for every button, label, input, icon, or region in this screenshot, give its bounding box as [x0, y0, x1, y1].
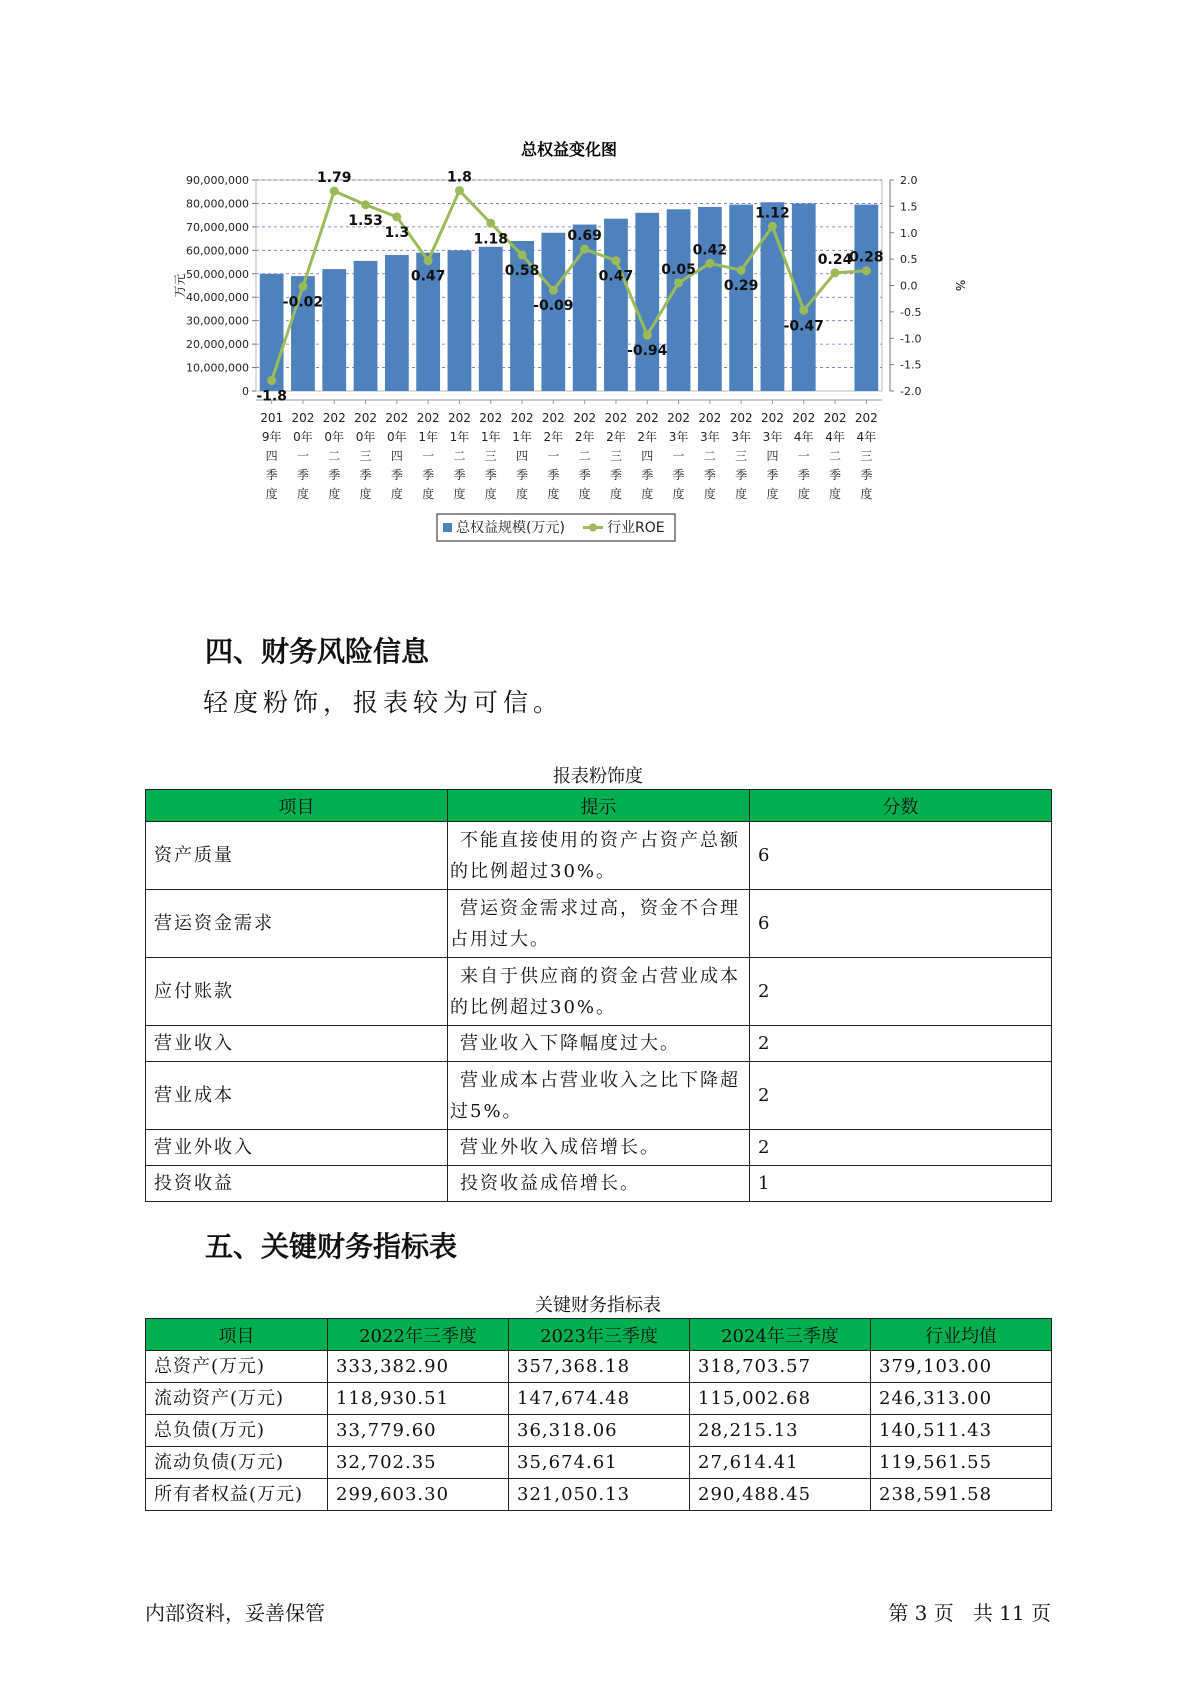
kpi-table-cell: 238,591.58 — [871, 1479, 1052, 1511]
kpi-table-cell: 总资产(万元) — [146, 1351, 328, 1383]
equity-bar — [635, 213, 659, 391]
kpi-table-cell: 318,703.57 — [690, 1351, 871, 1383]
roe-point — [799, 306, 808, 315]
roe-data-label: 0.47 — [598, 268, 634, 285]
equity-bar — [385, 255, 409, 391]
equity-bar — [479, 247, 503, 391]
fraud-table-header-cell: 分数 — [750, 790, 1052, 822]
roe-data-label: 1.79 — [316, 170, 352, 187]
roe-point — [705, 259, 714, 268]
x-tick-label: 202 3年一季度 — [667, 411, 691, 501]
fraud-table-cell: 来自于供应商的资金占营业成本的比例超过30%。 — [448, 958, 750, 1026]
table-row — [146, 822, 1052, 890]
kpi-table-header-cell: 2023年三季度 — [509, 1319, 690, 1351]
equity-bar — [291, 276, 315, 391]
kpi-table-cell: 36,318.06 — [509, 1415, 690, 1447]
table-row — [146, 1383, 1052, 1415]
roe-point — [768, 222, 777, 231]
right-tick-label: 0.0 — [900, 279, 918, 293]
table-row — [146, 1130, 1052, 1166]
roe-data-label: -1.8 — [256, 388, 287, 405]
kpi-section-title: 五、关键财务指标表 — [205, 1230, 458, 1263]
roe-point — [611, 256, 620, 265]
roe-data-label: 1.53 — [348, 212, 383, 229]
roe-point — [298, 282, 307, 291]
fraud-table-header-cell: 提示 — [448, 790, 750, 822]
roe-data-label: 1.8 — [447, 169, 472, 186]
table-row — [146, 1479, 1052, 1511]
fraud-table-cell: 营业成本占营业收入之比下降超过5%。 — [448, 1062, 750, 1130]
roe-data-label: 0.47 — [410, 268, 446, 285]
kpi-table-cell: 33,779.60 — [328, 1415, 509, 1447]
roe-point — [392, 212, 401, 221]
roe-data-label: 1.18 — [473, 231, 509, 248]
roe-point — [643, 331, 652, 340]
left-tick-label: 40,000,000 — [186, 291, 249, 305]
roe-data-label: 0.28 — [849, 249, 884, 266]
fraud-table-cell: 营运资金需求 — [146, 890, 448, 958]
fraud-table-cell: 2 — [750, 1130, 1052, 1166]
table-row — [146, 1415, 1052, 1447]
x-tick-label: 202 0年三季度 — [354, 411, 378, 501]
kpi-table-cell: 所有者权益(万元) — [146, 1479, 328, 1511]
chart-title: 总权益变化图 — [520, 140, 618, 159]
x-tick-label: 202 3年三季度 — [729, 411, 753, 501]
roe-point — [831, 268, 840, 277]
equity-chart — [170, 140, 970, 600]
kpi-table-cell: 流动负债(万元) — [146, 1447, 328, 1479]
roe-point — [580, 245, 589, 254]
risk-summary-text: 轻度粉饰，报表较为可信。 — [203, 688, 564, 717]
equity-bar — [354, 261, 378, 391]
equity-bar — [729, 205, 753, 391]
left-tick-label: 80,000,000 — [186, 197, 249, 211]
right-tick-label: 1.5 — [900, 200, 918, 214]
fraud-table-cell: 1 — [750, 1166, 1052, 1202]
x-tick-label: 202 3年四季度 — [760, 411, 784, 501]
equity-bar — [322, 269, 346, 391]
x-tick-label: 202 3年二季度 — [698, 411, 722, 501]
x-tick-label: 202 4年一季度 — [792, 411, 816, 501]
equity-bar — [260, 274, 284, 391]
right-tick-label: -1.0 — [900, 332, 922, 346]
kpi-table-cell: 246,313.00 — [871, 1383, 1052, 1415]
equity-bar — [792, 203, 816, 391]
kpi-table-cell: 333,382.90 — [328, 1351, 509, 1383]
roe-data-label: -0.09 — [533, 298, 574, 315]
left-tick-label: 60,000,000 — [186, 244, 249, 258]
y2-axis-title: % — [953, 279, 967, 292]
roe-data-label: -0.47 — [783, 318, 824, 335]
equity-bar — [698, 207, 722, 391]
legend-line-marker — [589, 524, 597, 532]
x-tick-label: 202 4年二季度 — [823, 411, 847, 501]
x-tick-label: 202 4年三季度 — [854, 411, 878, 501]
kpi-table-cell: 35,674.61 — [509, 1447, 690, 1479]
y-axis-title: 万元 — [173, 273, 187, 298]
x-tick-label: 202 1年一季度 — [416, 411, 440, 501]
legend-bar-swatch — [443, 523, 452, 532]
x-tick-label: 202 0年四季度 — [385, 411, 409, 501]
equity-bar — [854, 205, 878, 391]
kpi-table-cell: 115,002.68 — [690, 1383, 871, 1415]
roe-data-label: -0.02 — [282, 294, 324, 311]
roe-data-label: 0.58 — [504, 262, 540, 279]
kpi-table — [145, 1318, 1052, 1511]
fraud-table-cell: 2 — [750, 1062, 1052, 1130]
roe-data-label: 1.3 — [384, 224, 410, 241]
right-tick-label: -2.0 — [900, 385, 922, 398]
right-tick-label: -0.5 — [900, 305, 922, 319]
fraud-table-cell: 6 — [750, 822, 1052, 890]
fraud-table-cell: 不能直接使用的资产占资产总额的比例超过30%。 — [448, 822, 750, 890]
x-tick-label: 202 1年三季度 — [479, 411, 503, 501]
fraud-table-cell: 营运资金需求过高，资金不合理占用过大。 — [448, 890, 750, 958]
roe-data-label: 0.24 — [817, 251, 853, 268]
fraud-table-cell: 资产质量 — [146, 822, 448, 890]
x-tick-label: 202 2年三季度 — [604, 411, 628, 501]
kpi-table-cell: 140,511.43 — [871, 1415, 1052, 1447]
kpi-table-header-cell: 2024年三季度 — [690, 1319, 871, 1351]
x-tick-label: 202 0年一季度 — [291, 411, 315, 501]
equity-bar — [604, 219, 628, 391]
kpi-table-cell: 147,674.48 — [509, 1383, 690, 1415]
roe-point — [737, 266, 746, 275]
x-tick-label: 201 9年四季度 — [260, 411, 284, 501]
right-tick-label: -1.5 — [900, 358, 922, 372]
roe-data-label: 0.29 — [723, 278, 759, 295]
roe-point — [455, 186, 464, 195]
roe-point — [518, 250, 527, 259]
fraud-table-cell: 营业成本 — [146, 1062, 448, 1130]
footer-left: 内部资料，妥善保管 — [145, 1601, 325, 1625]
kpi-table-cell: 321,050.13 — [509, 1479, 690, 1511]
left-tick-label: 30,000,000 — [186, 314, 249, 328]
roe-point — [862, 266, 871, 275]
x-tick-label: 202 1年四季度 — [510, 411, 534, 501]
roe-data-label: 0.69 — [567, 228, 602, 245]
roe-point — [361, 200, 370, 209]
table-row — [146, 1062, 1052, 1130]
fraud-table-cell: 营业外收入 — [146, 1130, 448, 1166]
right-tick-label: 0.5 — [900, 253, 918, 267]
right-tick-label: 1.0 — [900, 226, 918, 240]
kpi-table-cell: 299,603.30 — [328, 1479, 509, 1511]
risk-section-title: 四、财务风险信息 — [205, 635, 430, 668]
roe-point — [486, 219, 495, 228]
kpi-table-cell: 357,368.18 — [509, 1351, 690, 1383]
right-tick-label: 2.0 — [900, 174, 918, 187]
kpi-table-cell: 119,561.55 — [871, 1447, 1052, 1479]
fraud-table-cell: 营业外收入成倍增长。 — [448, 1130, 750, 1166]
kpi-table-cell: 290,488.45 — [690, 1479, 871, 1511]
x-tick-label: 202 2年四季度 — [635, 411, 659, 501]
roe-point — [674, 278, 683, 287]
x-tick-label: 202 0年二季度 — [322, 411, 346, 501]
roe-data-label: 0.42 — [692, 242, 728, 259]
fraud-table-caption: 报表粉饰度 — [553, 766, 643, 787]
left-tick-label: 70,000,000 — [186, 220, 249, 234]
kpi-table-cell: 28,215.13 — [690, 1415, 871, 1447]
kpi-table-cell: 总负债(万元) — [146, 1415, 328, 1447]
kpi-table-cell: 流动资产(万元) — [146, 1383, 328, 1415]
roe-point — [330, 187, 339, 196]
table-row — [146, 958, 1052, 1026]
legend-line-label: 行业ROE — [607, 520, 665, 536]
table-row — [146, 1026, 1052, 1062]
table-row — [146, 1351, 1052, 1383]
equity-bar — [667, 209, 691, 391]
kpi-table-header-cell: 2022年三季度 — [328, 1319, 509, 1351]
fraud-table-cell: 应付账款 — [146, 958, 448, 1026]
footer-page-number: 第 3 页 共 11 页 — [888, 1601, 1051, 1625]
kpi-table-cell: 32,702.35 — [328, 1447, 509, 1479]
x-tick-label: 202 2年二季度 — [573, 411, 597, 501]
fraud-table-cell: 6 — [750, 890, 1052, 958]
equity-bar — [448, 250, 472, 391]
left-tick-label: 90,000,000 — [186, 174, 249, 187]
x-tick-label: 202 2年一季度 — [541, 411, 565, 501]
roe-point — [549, 286, 558, 295]
table-row — [146, 890, 1052, 958]
roe-data-label: -0.94 — [627, 343, 668, 360]
fraud-table-cell: 投资收益 — [146, 1166, 448, 1202]
fraud-table-cell: 2 — [750, 958, 1052, 1026]
x-tick-label: 202 1年二季度 — [447, 411, 471, 501]
fraud-table-cell: 2 — [750, 1026, 1052, 1062]
roe-data-label: 1.12 — [755, 205, 790, 222]
legend-bar-label: 总权益规模(万元) — [456, 520, 565, 536]
kpi-table-cell: 27,614.41 — [690, 1447, 871, 1479]
left-tick-label: 0 — [242, 385, 249, 398]
table-row — [146, 1166, 1052, 1202]
fraud-table — [145, 789, 1052, 1202]
roe-point — [267, 376, 276, 385]
roe-data-label: 0.05 — [661, 261, 696, 278]
kpi-table-caption: 关键财务指标表 — [535, 1295, 661, 1316]
kpi-table-cell: 379,103.00 — [871, 1351, 1052, 1383]
kpi-table-header-cell: 项目 — [146, 1319, 328, 1351]
roe-point — [424, 256, 433, 265]
table-row — [146, 1447, 1052, 1479]
kpi-table-header-cell: 行业均值 — [871, 1319, 1052, 1351]
fraud-table-cell: 投资收益成倍增长。 — [448, 1166, 750, 1202]
equity-chart-svg — [170, 140, 970, 600]
left-tick-label: 10,000,000 — [186, 361, 249, 375]
fraud-table-header-cell: 项目 — [146, 790, 448, 822]
fraud-table-cell: 营业收入 — [146, 1026, 448, 1062]
kpi-table-cell: 118,930.51 — [328, 1383, 509, 1415]
left-tick-label: 20,000,000 — [186, 338, 249, 352]
fraud-table-cell: 营业收入下降幅度过大。 — [448, 1026, 750, 1062]
left-tick-label: 50,000,000 — [186, 267, 249, 281]
